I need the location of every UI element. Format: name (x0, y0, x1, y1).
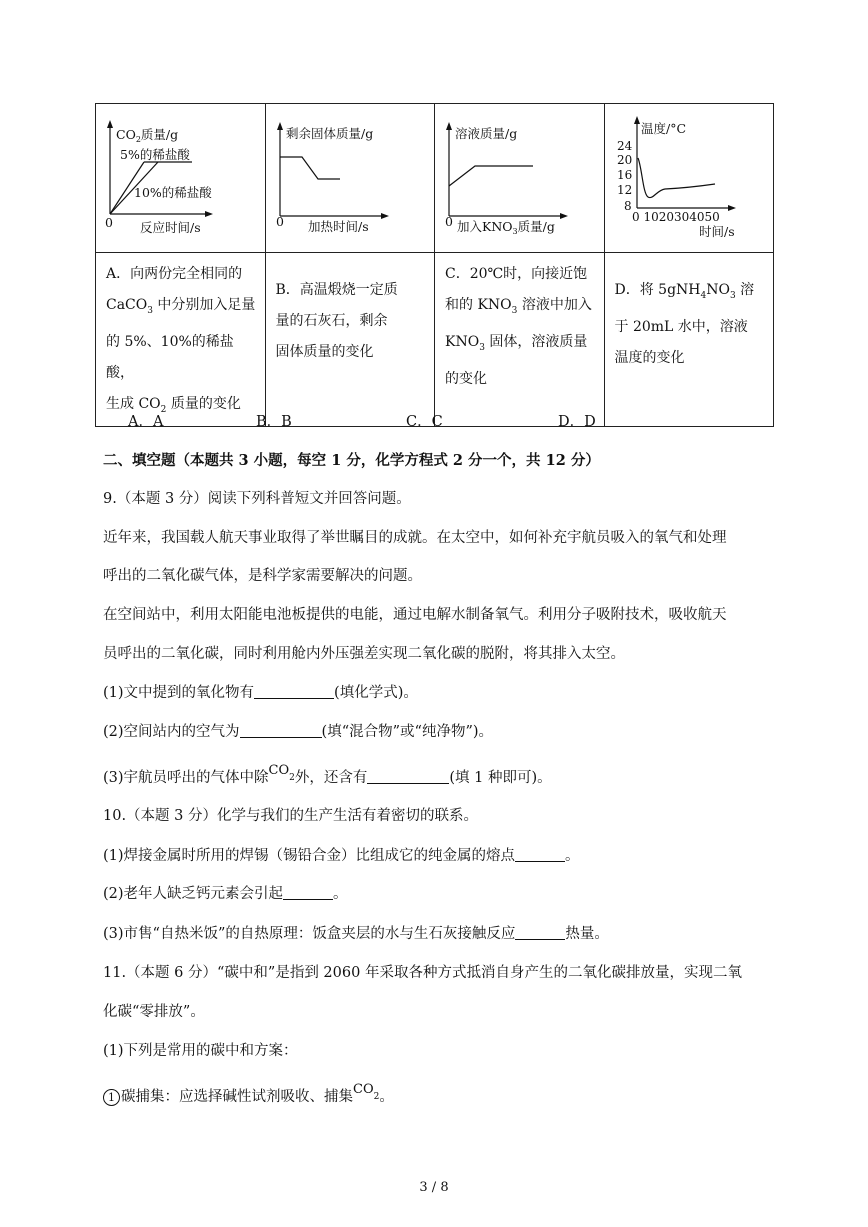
q9-sub3-text: (3)宇航员呼出的气体中除 (103, 770, 269, 786)
option-c[interactable]: C．C (406, 414, 443, 430)
caption-a-line3: 的 5%、10%的稀盐酸， (106, 333, 234, 381)
page-number: 3 / 8 (419, 1180, 449, 1195)
q10-sub2-text: (2)老年人缺乏钙元素会引起 (103, 886, 284, 902)
q10-sub3-tail: 热量。 (565, 926, 609, 942)
answer-blank[interactable] (240, 737, 322, 738)
q9-sub3-co2: CO (268, 763, 290, 778)
caption-c-line3 (445, 327, 596, 364)
caption-d-sub: 4 (700, 290, 707, 301)
caption-c-sub: 3 (511, 305, 518, 316)
q9-paragraph2-line2: 员呼出的二氧化碳，同时利用舱内外压强差实现二氧化碳的脱附，将其排入太空。 (103, 646, 625, 662)
caption-b-line3: 固体质量的变化 (275, 344, 374, 360)
caption-d-line1 (615, 275, 766, 312)
q10-sub1 (103, 846, 580, 866)
q9-sub3-mid: 外，还含有 (294, 770, 368, 786)
caption-b-line2: 量的石灰石，剩余 (275, 313, 388, 329)
caption-c-text: 溶液中加入 (517, 297, 592, 313)
caption-c (435, 253, 605, 427)
q11-item1 (103, 1082, 394, 1113)
answer-blank[interactable] (515, 861, 565, 862)
fig-a-xlabel: 反应时间/s (140, 220, 201, 235)
caption-c-text: 和的 KNO (445, 297, 512, 313)
fig-d-xticks: 0 1020304050 (631, 210, 720, 224)
caption-a-text: 中分别加入足量 (152, 297, 256, 313)
caption-d-line3: 温度的变化 (614, 349, 685, 366)
svg-text:CO2质量/g (116, 127, 178, 144)
q9-paragraph2-line1: 在空间站中，利用太阳能电池板提供的电能，通过电解水制备氧气。利用分子吸附技术，吸收航天 (103, 607, 727, 623)
fig-c-xlabel-sub: 3 (512, 227, 518, 236)
fig-d-ytick-16: 16 (616, 168, 632, 182)
fig-d-ytick-20: 20 (616, 153, 632, 167)
fig-c-ylabel: 溶液质量/g (455, 126, 518, 141)
caption-a-text: CaCO (106, 297, 148, 313)
answer-blank[interactable] (283, 899, 333, 900)
option-d[interactable]: D．D (558, 414, 596, 430)
figure-c-graph (435, 104, 611, 252)
q9-sub1-tail: (填化学式)。 (334, 685, 418, 701)
q11-item1-text: 碳捕集：应选择碱性试剂吸收、捕集 (121, 1089, 353, 1105)
caption-c-text: KNO (445, 333, 480, 350)
q9-head: 9.（本题 3 分）阅读下列科普短文并回答问题。 (103, 491, 411, 507)
option-b[interactable]: B．B (256, 414, 292, 430)
caption-a-line2 (106, 290, 257, 327)
figure-c-cell (435, 104, 605, 253)
q10-sub2-tail: 。 (333, 886, 348, 902)
caption-a-text: 质量的变化 (166, 395, 241, 412)
fig-b-ylabel: 剩余固体质量/g (285, 126, 373, 141)
figure-d-graph (605, 104, 769, 252)
caption-a-line1: A．向两份完全相同的 (106, 266, 243, 282)
answer-blank[interactable] (367, 783, 449, 784)
q11-sub1: (1)下列是常用的碳中和方案： (103, 1043, 298, 1059)
fig-a-ylabel-sub: 2 (135, 135, 141, 144)
section-title: 二、填空题（本题共 3 小题，每空 1 分，化学方程式 2 分一个，共 12 分） (103, 452, 600, 469)
q9-sub2-text: (2)空间站内的空气为 (103, 724, 240, 740)
q9-paragraph1-line1: 近年来，我国载人航天事业取得了举世瞩目的成就。在太空中，如何补充宇航员吸入的氧气和处理 (103, 530, 727, 546)
caption-c-line1: C．20℃时，向接近饱 (445, 266, 588, 282)
svg-text:加入KNO3质量/g (457, 219, 555, 236)
q11-item1-tail: 。 (379, 1089, 394, 1105)
q9-sub3-co2-sub: 2 (289, 772, 295, 783)
circled-number: 1 (103, 1089, 120, 1106)
fig-a-ylabel: CO (116, 127, 136, 142)
caption-c-sub: 3 (479, 342, 485, 353)
caption-a-text: 生成 CO (106, 395, 161, 412)
fig-d-ylabel: 温度/°C (640, 121, 686, 136)
caption-d (604, 253, 774, 427)
options-table (95, 103, 774, 427)
q11-head: 11.（本题 6 分）“碳中和”是指到 2060 年采取各种方式抵消自身产生的二氧化碳排放量，实现二氧 (103, 965, 742, 981)
caption-c-line4: 的变化 (445, 370, 487, 387)
fig-d-ytick-24: 24 (616, 139, 632, 153)
q11-item1-co2-sub: 2 (373, 1091, 380, 1102)
fig-c-origin: 0 (445, 214, 453, 229)
fig-b-xlabel: 加热时间/s (307, 219, 369, 234)
caption-b-line1: B．高温煅烧一定质 (275, 282, 398, 298)
fig-d-ytick-12: 12 (616, 183, 632, 197)
answer-options (128, 412, 596, 432)
caption-a-sub: 3 (147, 305, 153, 316)
caption-b (265, 253, 435, 427)
caption-d-text: D．将 5gNH (614, 282, 701, 298)
q10-sub3 (103, 924, 609, 944)
fig-c-xlabel: 加入KNO (457, 219, 513, 234)
q9-sub3 (103, 763, 552, 794)
figure-b-graph (266, 104, 420, 252)
fig-c-xlabel-tail: 质量/g (517, 219, 555, 234)
caption-c-text: 固体，溶液质量 (484, 333, 588, 350)
fig-d-ytick-8: 8 (623, 199, 632, 213)
q11-item1-co2: CO (353, 1082, 374, 1097)
q9-sub3-tail: (填 1 种即可)。 (449, 770, 552, 786)
caption-c-line2 (445, 290, 596, 327)
q10-sub1-tail: 。 (565, 848, 580, 864)
caption-d-sub: 3 (729, 290, 736, 301)
option-a[interactable]: A．A (128, 414, 164, 430)
caption-d-line2: 于 20mL 水中，溶液 (614, 318, 748, 335)
q11-head-line2: 化碳“零排放”。 (103, 1004, 205, 1020)
q10-sub2 (103, 884, 348, 904)
q9-sub2 (103, 722, 493, 742)
q9-sub1 (103, 683, 418, 703)
q10-sub1-text: (1)焊接金属时所用的焊锡（锡铅合金）比组成它的纯金属的熔点 (103, 848, 516, 864)
q10-sub3-text: (3)市售“自热米饭”的自热原理：饭盒夹层的水与生石灰接触反应 (103, 926, 516, 942)
answer-blank[interactable] (254, 698, 334, 699)
figure-a-graph (96, 104, 280, 252)
fig-b-origin: 0 (275, 214, 284, 229)
q9-sub1-text: (1)文中提到的氧化物有 (103, 685, 255, 701)
fig-a-ylabel-tail: 质量/g (140, 127, 179, 142)
caption-a-sub: 2 (160, 404, 167, 415)
q10-head: 10.（本题 3 分）化学与我们的生产生活有着密切的联系。 (103, 808, 479, 824)
q9-paragraph1-line2: 呼出的二氧化碳气体，是科学家需要解决的问题。 (103, 568, 422, 584)
caption-a (96, 253, 266, 427)
q9-sub2-tail: (填“混合物”或“纯净物”)。 (321, 724, 494, 740)
fig-a-origin: 0 (105, 215, 113, 230)
fig-d-xlabel: 时间/s (698, 224, 735, 239)
figure-b-cell (265, 104, 435, 253)
answer-blank[interactable] (515, 939, 565, 940)
caption-d-text: NO (706, 282, 730, 298)
caption-d-text: 溶 (735, 282, 755, 298)
fig-a-line2-label: 10%的稀盐酸 (134, 185, 212, 200)
figure-d-cell (604, 104, 774, 253)
figure-a-cell (96, 104, 266, 253)
fig-a-line1-label: 5%的稀盐酸 (120, 147, 190, 162)
